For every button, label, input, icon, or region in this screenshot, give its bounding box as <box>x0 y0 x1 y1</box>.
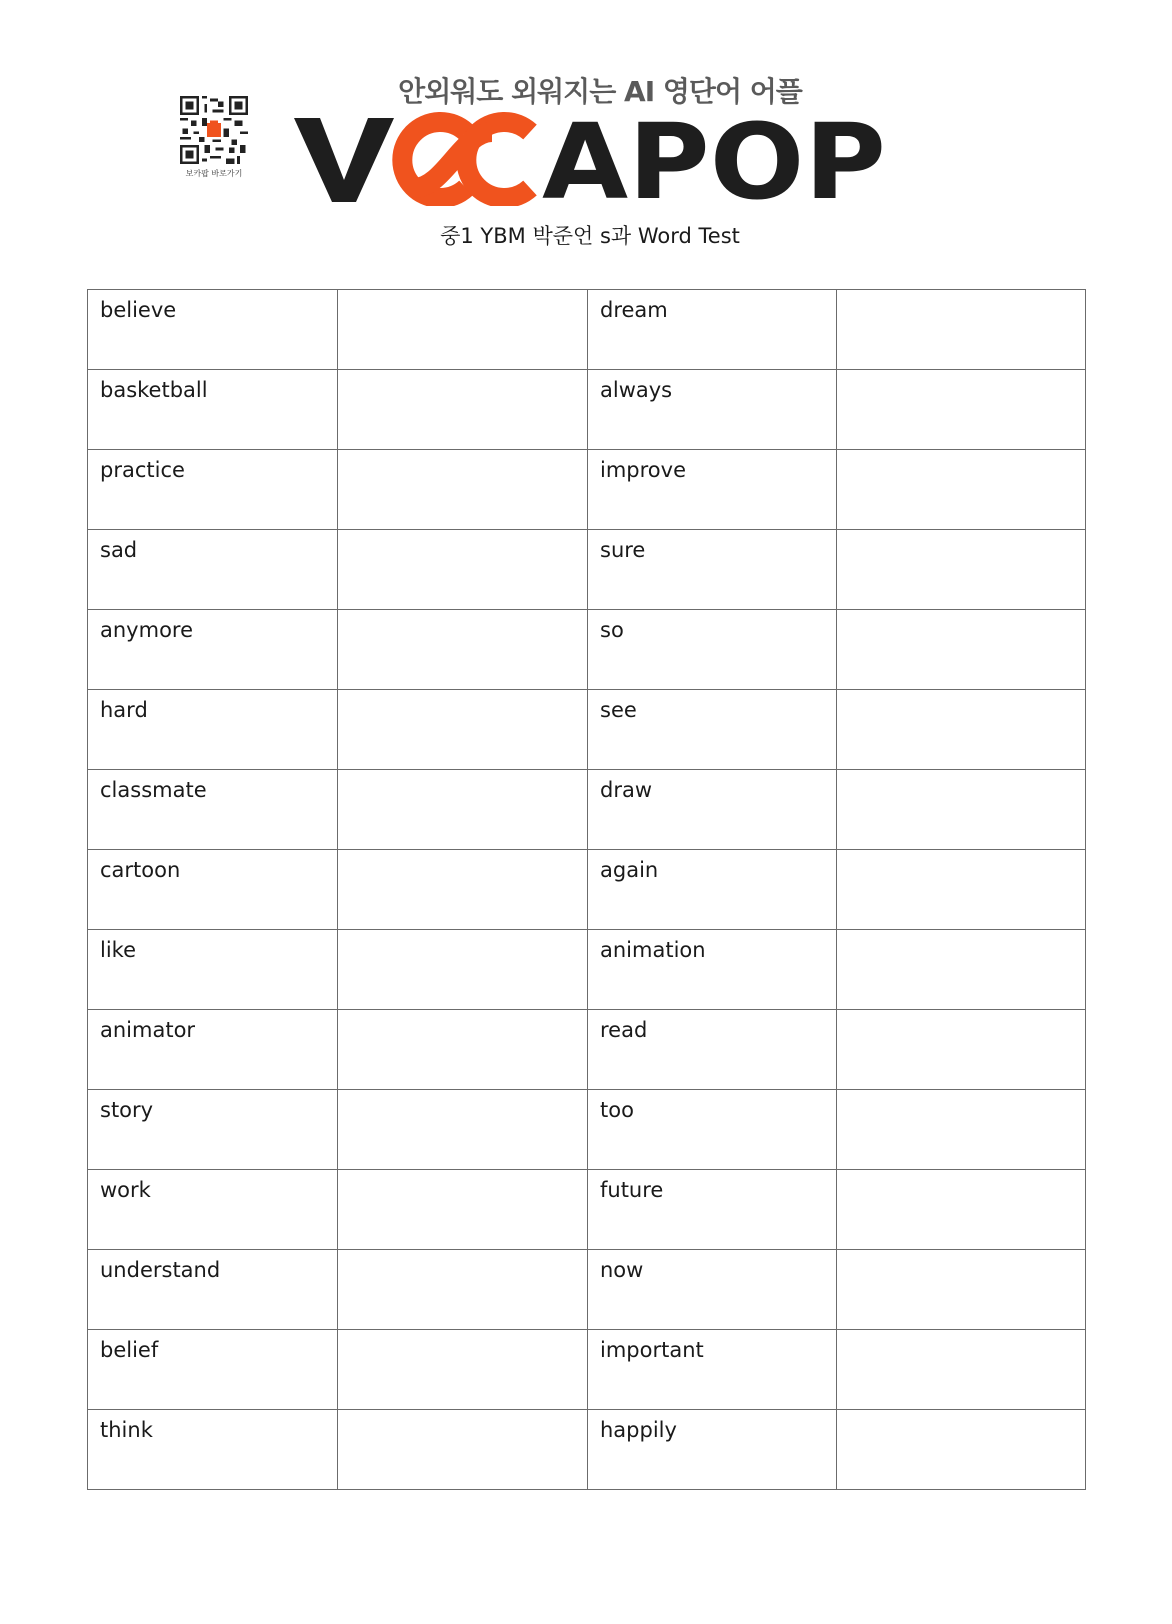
answer-cell[interactable] <box>338 1090 588 1170</box>
answer-cell[interactable] <box>837 850 1086 930</box>
word-cell: understand <box>88 1250 338 1330</box>
page-header <box>0 0 1172 270</box>
answer-cell[interactable] <box>338 610 588 690</box>
answer-cell[interactable] <box>338 530 588 610</box>
word-cell: too <box>588 1090 837 1170</box>
answer-cell[interactable] <box>837 930 1086 1010</box>
answer-cell[interactable] <box>338 850 588 930</box>
answer-cell[interactable] <box>338 1410 588 1490</box>
word-cell: cartoon <box>88 850 338 930</box>
table-row <box>88 610 1086 690</box>
answer-cell[interactable] <box>837 1010 1086 1090</box>
word-cell: anymore <box>88 610 338 690</box>
qr-caption: 보카팝 바로가기 <box>185 169 243 178</box>
word-cell: see <box>588 690 837 770</box>
answer-cell[interactable] <box>837 1090 1086 1170</box>
word-cell: now <box>588 1250 837 1330</box>
word-test-table <box>87 289 1086 1490</box>
answer-cell[interactable] <box>837 290 1086 370</box>
word-cell: improve <box>588 450 837 530</box>
word-cell: practice <box>88 450 338 530</box>
answer-cell[interactable] <box>338 290 588 370</box>
word-cell: like <box>88 930 338 1010</box>
answer-cell[interactable] <box>338 1010 588 1090</box>
answer-cell[interactable] <box>338 770 588 850</box>
table-row <box>88 850 1086 930</box>
word-cell: happily <box>588 1410 837 1490</box>
table-row <box>88 530 1086 610</box>
word-cell: animation <box>588 930 837 1010</box>
table-row <box>88 930 1086 1010</box>
word-cell: think <box>88 1410 338 1490</box>
word-cell: always <box>588 370 837 450</box>
answer-cell[interactable] <box>338 1250 588 1330</box>
answer-cell[interactable] <box>837 1330 1086 1410</box>
logo-text: APOP <box>542 110 886 206</box>
word-cell: animator <box>88 1010 338 1090</box>
word-cell: hard <box>88 690 338 770</box>
table-row <box>88 770 1086 850</box>
table-row <box>88 1010 1086 1090</box>
app-tagline: 안외워도 외워지는 AI 영단어 어플 <box>398 75 802 108</box>
answer-cell[interactable] <box>837 1170 1086 1250</box>
word-cell: belief <box>88 1330 338 1410</box>
table-row <box>88 1090 1086 1170</box>
word-cell: important <box>588 1330 837 1410</box>
vocapop-logo <box>294 110 888 206</box>
table-row <box>88 290 1086 370</box>
answer-cell[interactable] <box>338 930 588 1010</box>
table-row <box>88 370 1086 450</box>
table-row <box>88 1170 1086 1250</box>
answer-cell[interactable] <box>837 450 1086 530</box>
table-row <box>88 450 1086 530</box>
answer-cell[interactable] <box>837 610 1086 690</box>
word-cell: believe <box>88 290 338 370</box>
table-row <box>88 690 1086 770</box>
word-cell: basketball <box>88 370 338 450</box>
word-cell: sad <box>88 530 338 610</box>
answer-cell[interactable] <box>837 1250 1086 1330</box>
word-cell: sure <box>588 530 837 610</box>
word-cell: dream <box>588 290 837 370</box>
test-title: 중1 YBM 박준언 s과 Word Test <box>440 224 740 248</box>
answer-cell[interactable] <box>837 770 1086 850</box>
word-cell: work <box>88 1170 338 1250</box>
table-row <box>88 1410 1086 1490</box>
word-cell: draw <box>588 770 837 850</box>
answer-cell[interactable] <box>338 690 588 770</box>
answer-cell[interactable] <box>837 1410 1086 1490</box>
word-cell: again <box>588 850 837 930</box>
answer-cell[interactable] <box>837 370 1086 450</box>
answer-cell[interactable] <box>338 1330 588 1410</box>
word-cell: future <box>588 1170 837 1250</box>
table-row <box>88 1250 1086 1330</box>
answer-cell[interactable] <box>338 1170 588 1250</box>
table-row <box>88 1330 1086 1410</box>
word-cell: story <box>88 1090 338 1170</box>
answer-cell[interactable] <box>338 450 588 530</box>
word-cell: so <box>588 610 837 690</box>
word-rows <box>88 290 1086 1490</box>
answer-cell[interactable] <box>837 690 1086 770</box>
word-cell: read <box>588 1010 837 1090</box>
answer-cell[interactable] <box>837 530 1086 610</box>
qr-code-icon[interactable] <box>180 96 248 164</box>
word-cell: classmate <box>88 770 338 850</box>
answer-cell[interactable] <box>338 370 588 450</box>
